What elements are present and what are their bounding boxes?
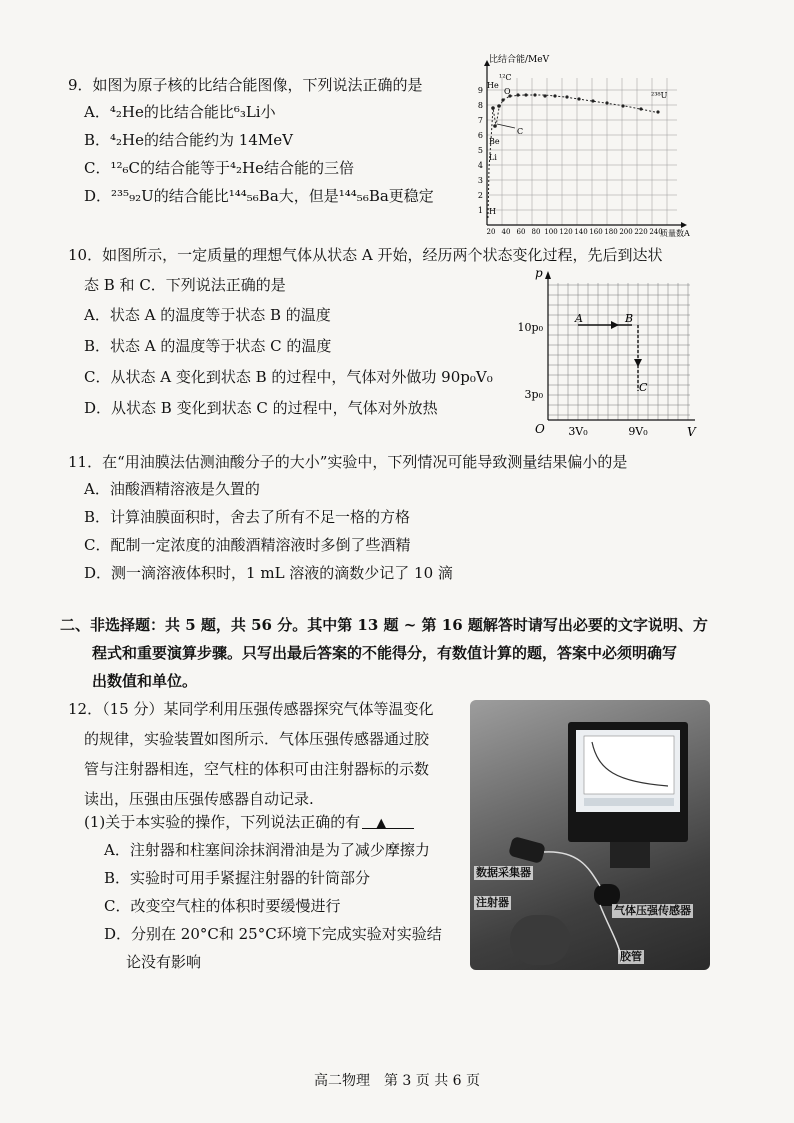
pv-x1: 3V₀	[568, 425, 588, 438]
q12-line4: 读出，压强由压强传感器自动记录.	[84, 790, 314, 808]
q12-option-a: A．注射器和柱塞间涂抹润滑油是为了减少摩擦力	[104, 841, 430, 859]
q11-stem: 11．在“用油膜法估测油酸分子的大小”实验中，下列情况可能导致测量结果偏小的是	[68, 453, 628, 471]
be-ytick: 9	[477, 86, 483, 95]
be-label-li: Li	[489, 153, 497, 162]
q12-line2: 的规律，实验装置如图所示．气体压强传感器通过胶	[84, 730, 430, 748]
q12-option-c: C．改变空气柱的体积时要缓慢进行	[104, 897, 341, 915]
section2-line3: 出数值和单位。	[92, 672, 198, 690]
be-ylabel: 比结合能/MeV	[489, 55, 550, 65]
be-xtick: 20	[486, 228, 496, 236]
pv-point-b: B	[625, 312, 634, 325]
section2-line1: 二、非选择题：共 5 题，共 56 分。其中第 13 题 ~ 第 16 题解答时请写出必要的文字说明、方	[60, 616, 708, 634]
q10-option-a: A．状态 A 的温度等于状态 B 的温度	[84, 306, 331, 324]
q11-option-c: C．配制一定浓度的油酸酒精溶液时多倒了些酒精	[84, 536, 411, 554]
q10-option-b: B．状态 A 的温度等于状态 C 的温度	[84, 337, 332, 355]
pv-point-a: A	[575, 312, 583, 325]
be-xtick: 80	[531, 228, 541, 236]
q10-option-d: D．从状态 B 变化到状态 C 的过程中，气体对外放热	[84, 399, 438, 417]
q12-option-b: B．实验时可用手紧握注射器的针筒部分	[104, 869, 371, 887]
be-xtick: 160	[589, 228, 603, 236]
answer-marker: ▲	[376, 816, 387, 831]
answer-blank[interactable]	[362, 814, 414, 829]
be-xtick: 140	[574, 228, 588, 236]
q12-option-d: D．分别在 20°C和 25°C环境下完成实验对实验结	[104, 925, 442, 943]
pv-yaxis: p	[535, 266, 543, 280]
q11-option-b: B．计算油膜面积时，舍去了所有不足一格的方格	[84, 508, 411, 526]
page-footer: 高二物理 第 3 页 共 6 页	[313, 1073, 481, 1089]
q9-stem: 9．如图为原子核的比结合能图像，下列说法正确的是	[68, 76, 423, 94]
q9-option-c: C．¹²₆C的结合能等于⁴₂He结合能的三倍	[84, 159, 354, 177]
be-label-he: He	[487, 81, 499, 90]
be-label-c: C	[517, 127, 524, 136]
q9-option-a: A．⁴₂He的比结合能比⁶₃Li小	[84, 103, 276, 121]
pv-y2: 3p₀	[524, 388, 543, 401]
q10-stem-line2: 态 B 和 C．下列说法正确的是	[84, 276, 286, 294]
pv-diagram	[515, 265, 705, 445]
be-label-u: ²³⁸U	[651, 91, 668, 100]
be-xtick: 40	[501, 228, 511, 236]
label-pressure-sensor: 气体压强传感器	[614, 904, 691, 917]
be-xtick: 200	[619, 228, 633, 236]
be-xtick: 240	[649, 228, 663, 236]
be-xtick: 180	[604, 228, 618, 236]
be-ytick: 4	[477, 161, 483, 170]
q12-sub1	[84, 812, 410, 834]
q9-option-d: D．²³⁵₉₂U的结合能比¹⁴⁴₅₆Ba大，但是¹⁴⁴₅₆Ba更稳定	[84, 187, 434, 205]
q12-sub1-text: (1)关于本实验的操作，下列说法正确的有	[84, 813, 361, 831]
be-ytick: 5	[477, 146, 483, 155]
binding-energy-figure	[455, 48, 695, 238]
pv-x2: 9V₀	[628, 425, 648, 438]
be-ytick: 7	[477, 116, 483, 125]
be-ytick: 3	[477, 176, 483, 185]
q11-option-a: A．油酸酒精溶液是久置的	[84, 480, 260, 498]
tube-lines	[470, 700, 710, 970]
label-tube: 胶管	[620, 950, 642, 963]
q9-option-b: B．⁴₂He的结合能约为 14MeV	[84, 131, 293, 149]
be-ytick: 1	[477, 206, 483, 215]
be-xtick: 120	[559, 228, 573, 236]
q12-line3: 管与注射器相连，空气柱的体积可由注射器标的示数	[84, 760, 430, 778]
be-label-be: Be	[489, 137, 500, 146]
be-xlabel: 质量数A	[660, 229, 690, 238]
q10-option-c: C．从状态 A 变化到状态 B 的过程中，气体对外做功 90p₀V₀	[84, 368, 493, 386]
be-label-h: H	[489, 207, 496, 216]
section2-line2: 程式和重要演算步骤。只写出最后答案的不能得分，有数值计算的题，答案中必须明确写	[92, 644, 678, 662]
apparatus-photo	[470, 700, 710, 970]
be-label-c12: ¹²C	[499, 73, 512, 82]
q10-stem-line1: 10．如图所示，一定质量的理想气体从状态 A 开始，经历两个状态变化过程，先后到达状	[68, 246, 663, 264]
q12-option-d-cont: 论没有影响	[126, 953, 202, 971]
q12-line1: 12．（15 分）某同学利用压强传感器探究气体等温变化	[68, 700, 434, 718]
label-syringe: 注射器	[476, 896, 509, 909]
pv-xaxis: V	[687, 425, 696, 439]
pv-point-c: C	[639, 381, 648, 394]
be-ytick: 2	[477, 191, 483, 200]
be-ytick: 6	[477, 131, 483, 140]
be-label-o: O	[504, 87, 511, 96]
pv-y1: 10p₀	[517, 321, 543, 334]
be-xtick: 100	[544, 228, 558, 236]
pv-origin: O	[535, 422, 545, 436]
label-data-collector: 数据采集器	[476, 866, 531, 879]
be-xtick: 60	[516, 228, 526, 236]
be-xtick: 220	[634, 228, 648, 236]
be-ytick: 8	[477, 101, 483, 110]
q11-option-d: D．测一滴溶液体积时，1 mL 溶液的滴数少记了 10 滴	[84, 564, 453, 582]
